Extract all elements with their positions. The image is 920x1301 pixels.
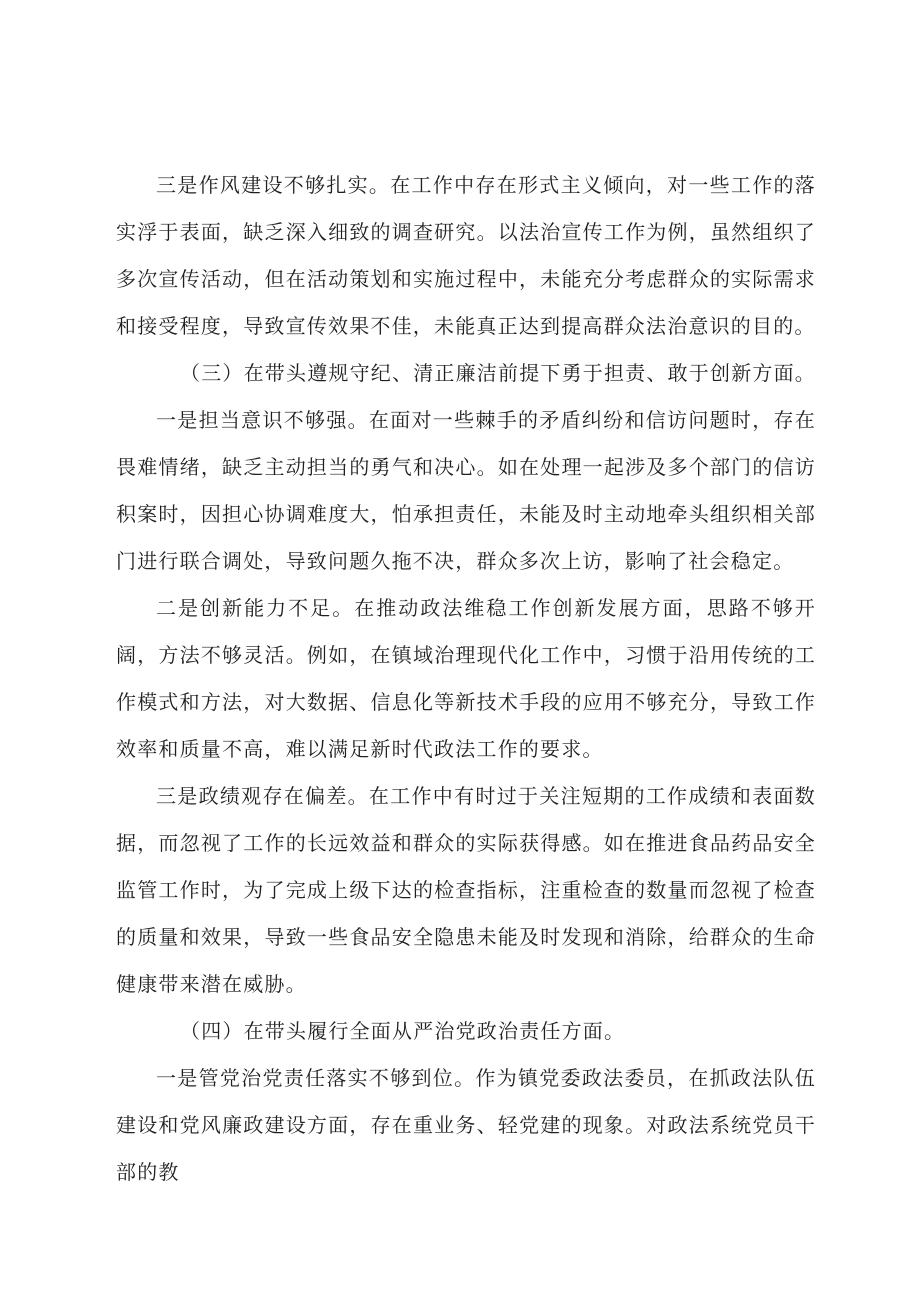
paragraph-style-work: 三是作风建设不够扎实。在工作中存在形式主义倾向，对一些工作的落实浮于表面，缺乏深入细致的调查研究。以法治宣传工作为例，虽然组织了多次宣传活动，但在活动策划和实施过程中，未能充分考虑群众的实际需求和接受程度，导致宣传效果不佳，未能真正达到提高群众法治意识的目的。 xyxy=(116,173,816,338)
paragraph-innovation: 二是创新能力不足。在推动政法维稳工作创新发展方面，思路不够开阔，方法不够灵活。例如，在镇域治理现代化工作中，习惯于沿用传统的工作模式和方法，对大数据、信息化等新技术手段的应用不够充分，导致工作效率和质量不高，难以满足新时代政法工作的要求。 xyxy=(116,596,816,761)
document-body xyxy=(116,162,816,1196)
section-heading-four: （四）在带头履行全面从严治党政治责任方面。 xyxy=(180,1019,626,1043)
section-heading-three: （三）在带头遵规守纪、清正廉洁前提下勇于担责、敢于创新方面。 xyxy=(180,361,816,385)
paragraph-performance-view: 三是政绩观存在偏差。在工作中有时过于关注短期的工作成绩和表面数据，而忽视了工作的长远效益和群众的实际获得感。如在推进食品药品安全监管工作时，为了完成上级下达的检查指标，注重检查的数量而忽视了检查的质量和效果，导致一些食品安全隐患未能及时发现和消除，给群众的生命健康带来潜在威胁。 xyxy=(116,784,816,996)
paragraph-responsibility: 一是担当意识不够强。在面对一些棘手的矛盾纠纷和信访问题时，存在畏难情绪，缺乏主动担当的勇气和决心。如在处理一起涉及多个部门的信访积案时，因担心协调难度大，怕承担责任，未能及时主动地牵头组织相关部门进行联合调处，导致问题久拖不决，群众多次上访，影响了社会稳定。 xyxy=(116,408,816,573)
paragraph-party-governance: 一是管党治党责任落实不够到位。作为镇党委政法委员，在抓政法队伍建设和党风廉政建设方面，存在重业务、轻党建的现象。对政法系统党员干部的教 xyxy=(116,1066,816,1184)
